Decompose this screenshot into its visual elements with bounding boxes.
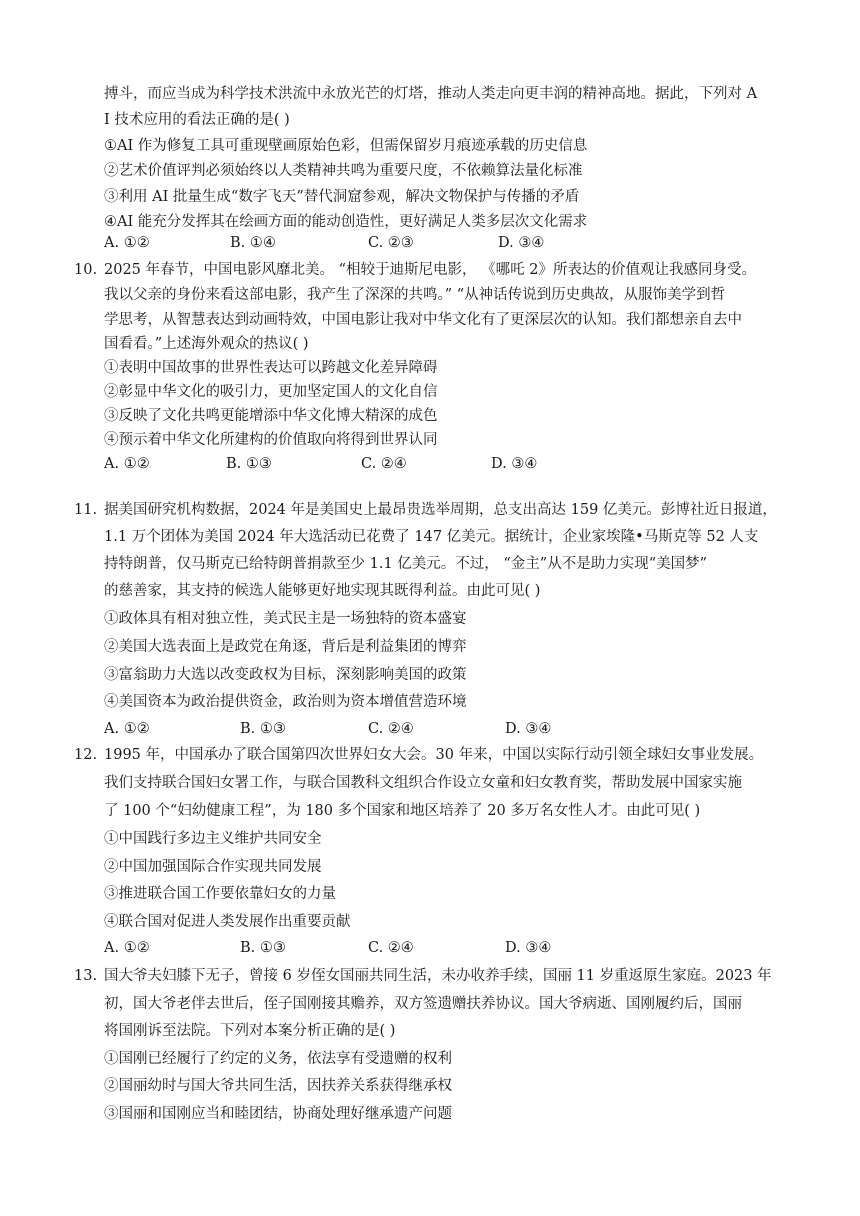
option-item: ③利用 AI 批量生成“数字飞天”替代洞窟参观，解决文物保护与传播的矛盾 xyxy=(104,189,580,205)
option-item: ④预示着中华文化所建构的价值取向将得到世界认同 xyxy=(104,432,438,448)
answer-choice-c: C. ②③ xyxy=(368,235,414,251)
answer-choice-a: A. ①② xyxy=(104,940,150,956)
option-item: ③国丽和国刚应当和睦团结，协商处理好继承遗产问题 xyxy=(104,1106,452,1122)
question-number: 13. xyxy=(74,968,98,984)
option-item: ④美国资本为政治提供资金，政治则为资本增值营造环境 xyxy=(104,694,467,710)
answer-choice-c: C. ②④ xyxy=(368,940,414,956)
answer-choice-b: B. ①③ xyxy=(240,940,286,956)
option-item: ②美国大选表面上是政党在角逐，背后是利益集团的博弈 xyxy=(104,639,467,655)
option-item: ①AI 作为修复工具可重现壁画原始色彩，但需保留岁月痕迹承载的历史信息 xyxy=(104,138,588,154)
question-text-line: 持特朗普，仅马斯克已给特朗普捐款至少 1.1 亿美元。不过， “金主”从不是助力实现“美国梦” xyxy=(104,556,708,572)
question-text-line: 搏斗，而应当成为科学技术洪流中永放光芒的灯塔，推动人类走向更丰润的精神高地。据此，下列对 A xyxy=(104,86,758,102)
option-item: ②中国加强国际合作实现共同发展 xyxy=(104,859,322,875)
question-text-line: 我以父亲的身份来看这部电影，我产生了深深的共鸣。” “从神话传说到历史典故，从服饰美学到哲 xyxy=(104,287,726,303)
question-text-line: 初，国大爷老伴去世后，侄子国刚接其赡养，双方签遗赠扶养协议。国大爷病逝、国刚履约后，国丽 xyxy=(104,996,742,1012)
question-text-line: 国大爷夫妇膝下无子，曾接 6 岁侄女国丽共同生活，未办收养手续，国丽 11 岁重返原生家庭。2023 年 xyxy=(104,968,772,984)
answer-choice-a: A. ①② xyxy=(104,721,150,737)
question-text-line: 了 100 个“妇幼健康工程”，为 180 多个国家和地区培养了 20 多万名女性人才。由此可见( ) xyxy=(104,803,701,819)
answer-choice-b: B. ①③ xyxy=(240,721,286,737)
option-item: ①政体具有相对独立性，美式民主是一场独特的资本盛宴 xyxy=(104,611,467,627)
answer-choice-d: D. ③④ xyxy=(498,235,545,251)
answer-choice-b: B. ①④ xyxy=(230,235,276,251)
question-text-line: I 技术应用的看法正确的是( ) xyxy=(104,112,290,128)
answer-choice-b: B. ①③ xyxy=(226,456,272,472)
question-text-line: 1995 年，中国承办了联合国第四次世界妇女大会。30 年来，中国以实际行动引领全球妇女事业发展。 xyxy=(104,747,764,763)
option-item: ②国丽幼时与国大爷共同生活，因扶养关系获得继承权 xyxy=(104,1078,452,1094)
question-number: 12. xyxy=(74,747,98,763)
answer-choice-d: D. ③④ xyxy=(505,940,552,956)
question-text-line: 将国刚诉至法院。下列对本案分析正确的是( ) xyxy=(104,1023,396,1039)
option-item: ③推进联合国工作要依靠妇女的力量 xyxy=(104,886,336,902)
option-item: ①表明中国故事的世界性表达可以跨越文化差异障碍 xyxy=(104,360,438,376)
question-text-line: 据美国研究机构数据，2024 年是美国史上最昂贵选举周期，总支出高达 159 亿美元。彭博社近日报道， xyxy=(104,502,777,518)
question-number: 10. xyxy=(74,262,98,278)
question-text-line: 的慈善家，其支持的候选人能够更好地实现其既得利益。由此可见( ) xyxy=(104,583,541,599)
answer-choice-c: C. ②④ xyxy=(361,456,407,472)
option-item: ①国刚已经履行了约定的义务，依法享有受遗赠的权利 xyxy=(104,1051,452,1067)
option-item: ②艺术价值评判必须始终以人类精神共鸣为重要尺度，不依赖算法量化标准 xyxy=(104,163,583,179)
option-item: ③反映了文化共鸣更能增添中华文化博大精深的成色 xyxy=(104,408,438,424)
answer-choice-d: D. ③④ xyxy=(491,456,538,472)
option-item: ①中国践行多边主义维护共同安全 xyxy=(104,831,322,847)
question-number: 11. xyxy=(74,502,98,518)
question-text-line: 我们支持联合国妇女署工作，与联合国教科文组织合作设立女童和妇女教育奖，帮助发展中国家实施 xyxy=(104,775,742,791)
option-item: ②彰显中华文化的吸引力，更加坚定国人的文化自信 xyxy=(104,384,438,400)
option-item: ④联合国对促进人类发展作出重要贡献 xyxy=(104,914,351,930)
answer-choice-a: A. ①② xyxy=(104,456,150,472)
question-text-line: 国看看。”上述海外观众的热议( ) xyxy=(104,336,309,352)
option-item: ③富翁助力大选以改变政权为目标，深刻影响美国的政策 xyxy=(104,667,467,683)
answer-choice-a: A. ①② xyxy=(104,235,150,251)
question-text-line: 1.1 万个团体为美国 2024 年大选活动已花费了 147 亿美元。据统计，企业家埃隆•马斯克等 52 人支 xyxy=(104,529,759,545)
answer-choice-d: D. ③④ xyxy=(505,721,552,737)
answer-choice-c: C. ②④ xyxy=(368,721,414,737)
option-item: ④AI 能充分发挥其在绘画方面的能动创造性，更好满足人类多层次文化需求 xyxy=(104,214,588,230)
question-text-line: 2025 年春节，中国电影风靡北美。 “相较于迪斯尼电影， 《哪吒 2》所表达的价值观让我感同身受。 xyxy=(104,262,756,278)
question-text-line: 学思考，从智慧表达到动画特效，中国电影让我对中华文化有了更深层次的认知。我们都想亲自去中 xyxy=(104,312,742,328)
